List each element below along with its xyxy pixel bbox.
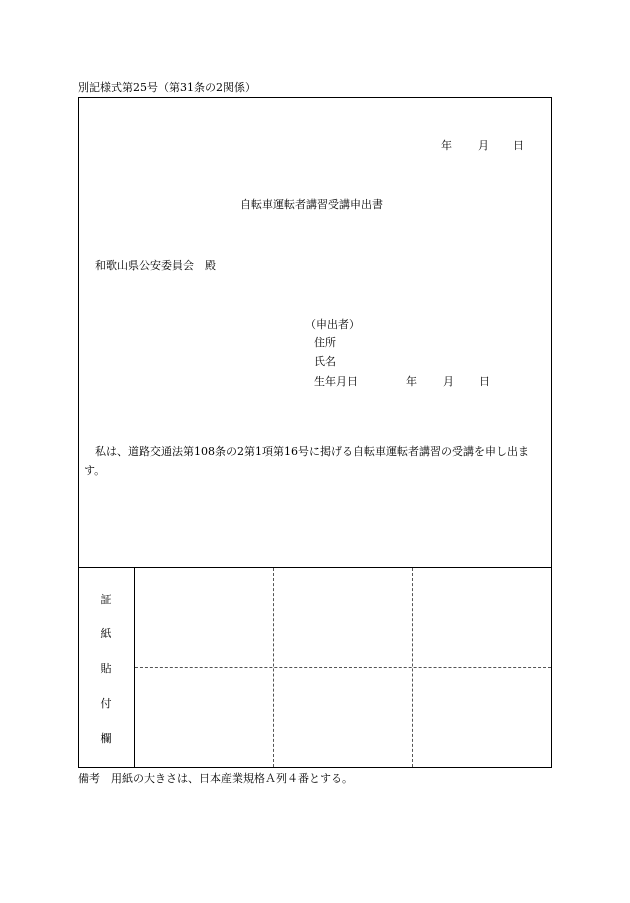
birth-year-label: 年 [406,375,417,388]
address-label: 住所 [314,336,336,349]
footnote: 備考 用紙の大きさは、日本産業規格Ａ列４番とする。 [78,772,353,785]
stamp-label-char-4: 付 [100,697,112,710]
stamp-grid-hline [135,667,551,668]
document-title: 自転車運転者講習受講申出書 [240,198,383,211]
stamp-label-char-3: 貼 [100,662,112,675]
applicant-heading: （申出者） [305,318,360,331]
statement-line-1: 私は、道路交通法第108条の2第1項第16号に掲げる自転車運転者講習の受講を申し出ま [95,445,529,458]
stamp-label-char-1: 証 [100,593,112,606]
recipient: 和歌山県公安委員会 殿 [95,259,216,272]
stamp-label-char-5: 欄 [100,732,112,745]
name-label: 氏名 [314,355,336,368]
date-year-label: 年 [441,139,452,152]
stamp-label-char-2: 紙 [100,627,112,640]
date-day-label: 日 [513,139,524,152]
stamp-section-divider [78,567,552,568]
birth-day-label: 日 [479,375,490,388]
birth-month-label: 月 [443,375,454,388]
form-label: 別記様式第25号（第31条の2関係） [78,81,256,94]
date-month-label: 月 [478,139,489,152]
statement-line-2: す。 [84,464,106,477]
birthdate-label: 生年月日 [314,375,358,388]
